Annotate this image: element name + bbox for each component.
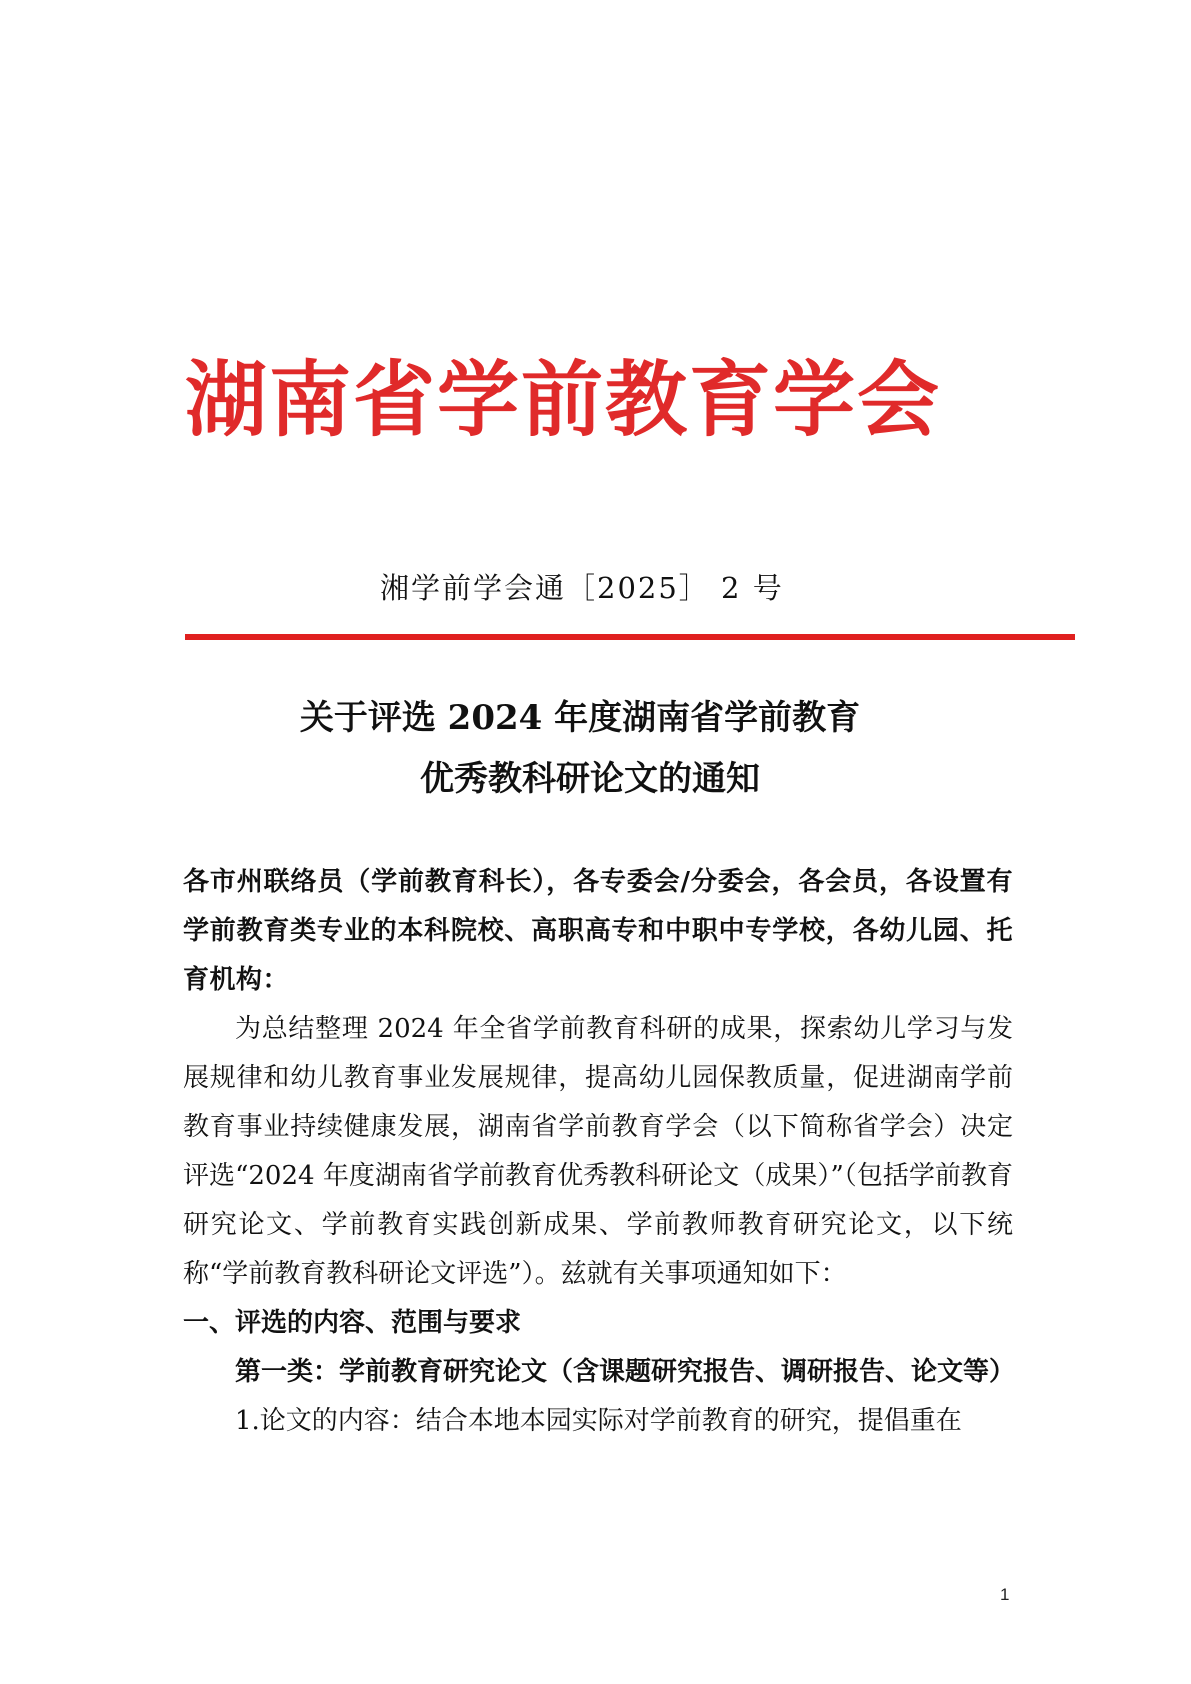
section-heading: 一、评选的内容、范围与要求 xyxy=(183,1308,522,1338)
red-divider-line xyxy=(185,634,1075,640)
document-body xyxy=(183,858,1016,1446)
notice-title-line-1: 关于评选 2024 年度湖南省学前教育 xyxy=(299,698,861,738)
document-number: 湘学前学会通［2025］ 2 号 xyxy=(380,571,784,605)
item-paragraph: 1.论文的内容：结合本地本园实际对学前教育的研究，提倡重在 xyxy=(235,1406,962,1436)
page-number: 1 xyxy=(1000,1585,1010,1604)
organization-letterhead: 湖南省学前教育学会 xyxy=(185,352,942,448)
category-heading: 第一类：学前教育研究论文（含课题研究报告、调研报告、论文等） xyxy=(235,1357,1016,1387)
addressee-paragraph: 各市州联络员（学前教育科长），各专委会/分委会，各会员，各设置有学前教育类专业的本科院校、高职高专和中职中专学校，各幼儿园、托育机构： xyxy=(183,867,1013,995)
notice-title-line-2: 优秀教科研论文的通知 xyxy=(420,759,760,799)
intro-paragraph: 为总结整理 2024 年全省学前教育科研的成果，探索幼儿学习与发展规律和幼儿教育事业发展规律，提高幼儿园保教质量，促进湖南学前教育事业持续健康发展，湖南省学前教育学会（以下简称省学会）决定评选“2024 年度湖南省学前教育优秀教科研论文（成果）”（包括学前教育研究论文、学前教育实践创新成果、学前教师教育研究论文，以下统称“学前教育教科研论文评选”）。兹就有关事项通知如下： xyxy=(183,1014,1013,1289)
